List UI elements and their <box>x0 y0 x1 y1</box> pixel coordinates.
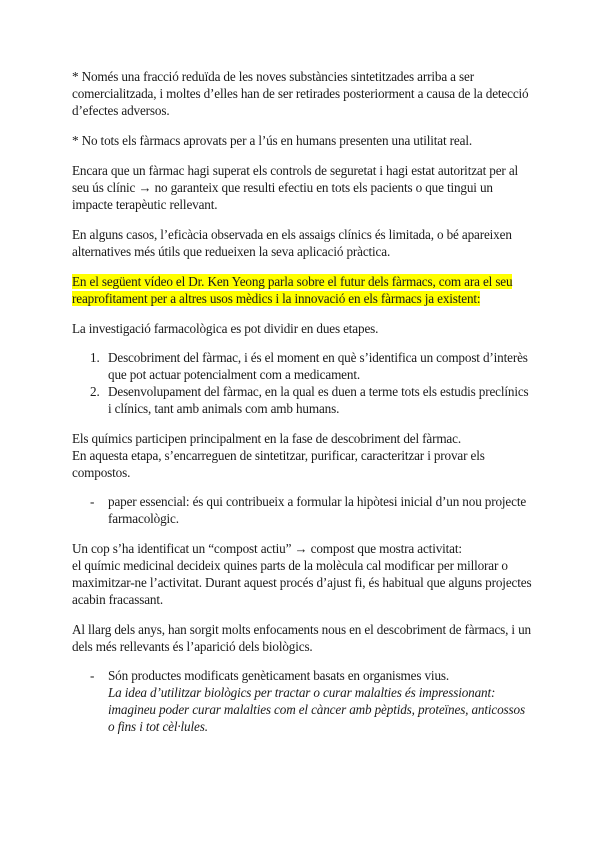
list-item-text: Desenvolupament del fàrmac, en la qual es duen a terme tots els estudis preclínics i clínics, tant amb animals com amb humans. <box>108 384 529 416</box>
list-item <box>72 349 534 383</box>
list-number: 1. <box>90 350 100 365</box>
list-item <box>72 667 534 735</box>
paragraph-efficacy: Encara que un fàrmac hagi superat els controls de seguretat i hagi estat autoritzat per al seu ús clínic → no garanteix que resulti efectiu en tots els pacients o que tingui un impacte terapèutic rellevant. <box>72 163 519 212</box>
biologics-list <box>72 667 534 735</box>
paragraph-clinical-trials: En alguns casos, l’eficàcia observada en els assaigs clínics és limitada, o bé apareixen alternatives més útils que redueixen la seva aplicació pràctica. <box>72 227 512 259</box>
highlighted-video-paragraph <box>72 273 534 307</box>
paragraph-biologics: Al llarg dels anys, han sorgit molts enfocaments nous en el descobriment de fàrmacs, i un dels més rellevants és l’aparició dels biològics. <box>72 622 531 654</box>
list-item-text: paper essencial: és qui contribueix a formular la hipòtesi inicial d’un nou projecte farmacològic. <box>108 494 527 526</box>
active-compound-line-2: el químic medicinal decideix quines parts de la molècula cal modificar per millorar o maximitzar-ne l’activitat. Durant aquest procés d’ajust fi, és habitual que alguns projectes acabin fracassant. <box>72 558 532 607</box>
note-paragraph-1: * Només una fracció reduïda de les noves substàncies sintetitzades arriba a ser comercialitzada, i moltes d’elles han de ser retirades posteriorment a causa de la detecció d’efectes adversos. <box>72 69 529 118</box>
stages-list <box>72 349 534 417</box>
list-item <box>72 383 534 417</box>
paragraph-stages-intro: La investigació farmacològica es pot dividir en dues etapes. <box>72 321 379 336</box>
dash-bullet: - <box>90 494 95 509</box>
list-item <box>72 493 534 527</box>
paragraph-chemists <box>72 430 534 481</box>
chemists-line-1: Els químics participen principalment en la fase de descobriment del fàrmac. <box>72 431 461 446</box>
chemist-role-list <box>72 493 534 527</box>
highlight-text: En el següent vídeo el Dr. Ken Yeong parla sobre el futur dels fàrmacs, com ara el seu reaprofitament per a altres usos mèdics i la innovació en els fàrmacs ja existent: <box>72 274 513 306</box>
active-compound-line-1: Un cop s’ha identificat un “compost actiu” → compost que mostra activitat: <box>72 541 462 556</box>
dash-bullet: - <box>90 668 95 683</box>
note-paragraph-2: * No tots els fàrmacs aprovats per a l’ús en humans presenten una utilitat real. <box>72 133 472 148</box>
list-item-text: Descobriment del fàrmac, i és el moment en què s’identifica un compost d’interès que pot actuar potencialment com a medicament. <box>108 350 528 382</box>
document-page <box>72 68 534 735</box>
chemists-line-2: En aquesta etapa, s’encarreguen de sintetitzar, purificar, caracteritzar i provar els compostos. <box>72 448 485 480</box>
list-item-text: Són productes modificats genèticament basats en organismes vius. <box>108 668 450 683</box>
list-number: 2. <box>90 384 100 399</box>
biologics-italic-note: La idea d’utilitzar biològics per tractar o curar malalties és impressionant: imagineu poder curar malalties com el càncer amb pèptids, proteïnes, anticossos o fins i tot cèl·lules. <box>108 685 525 734</box>
paragraph-active-compound <box>72 540 534 608</box>
